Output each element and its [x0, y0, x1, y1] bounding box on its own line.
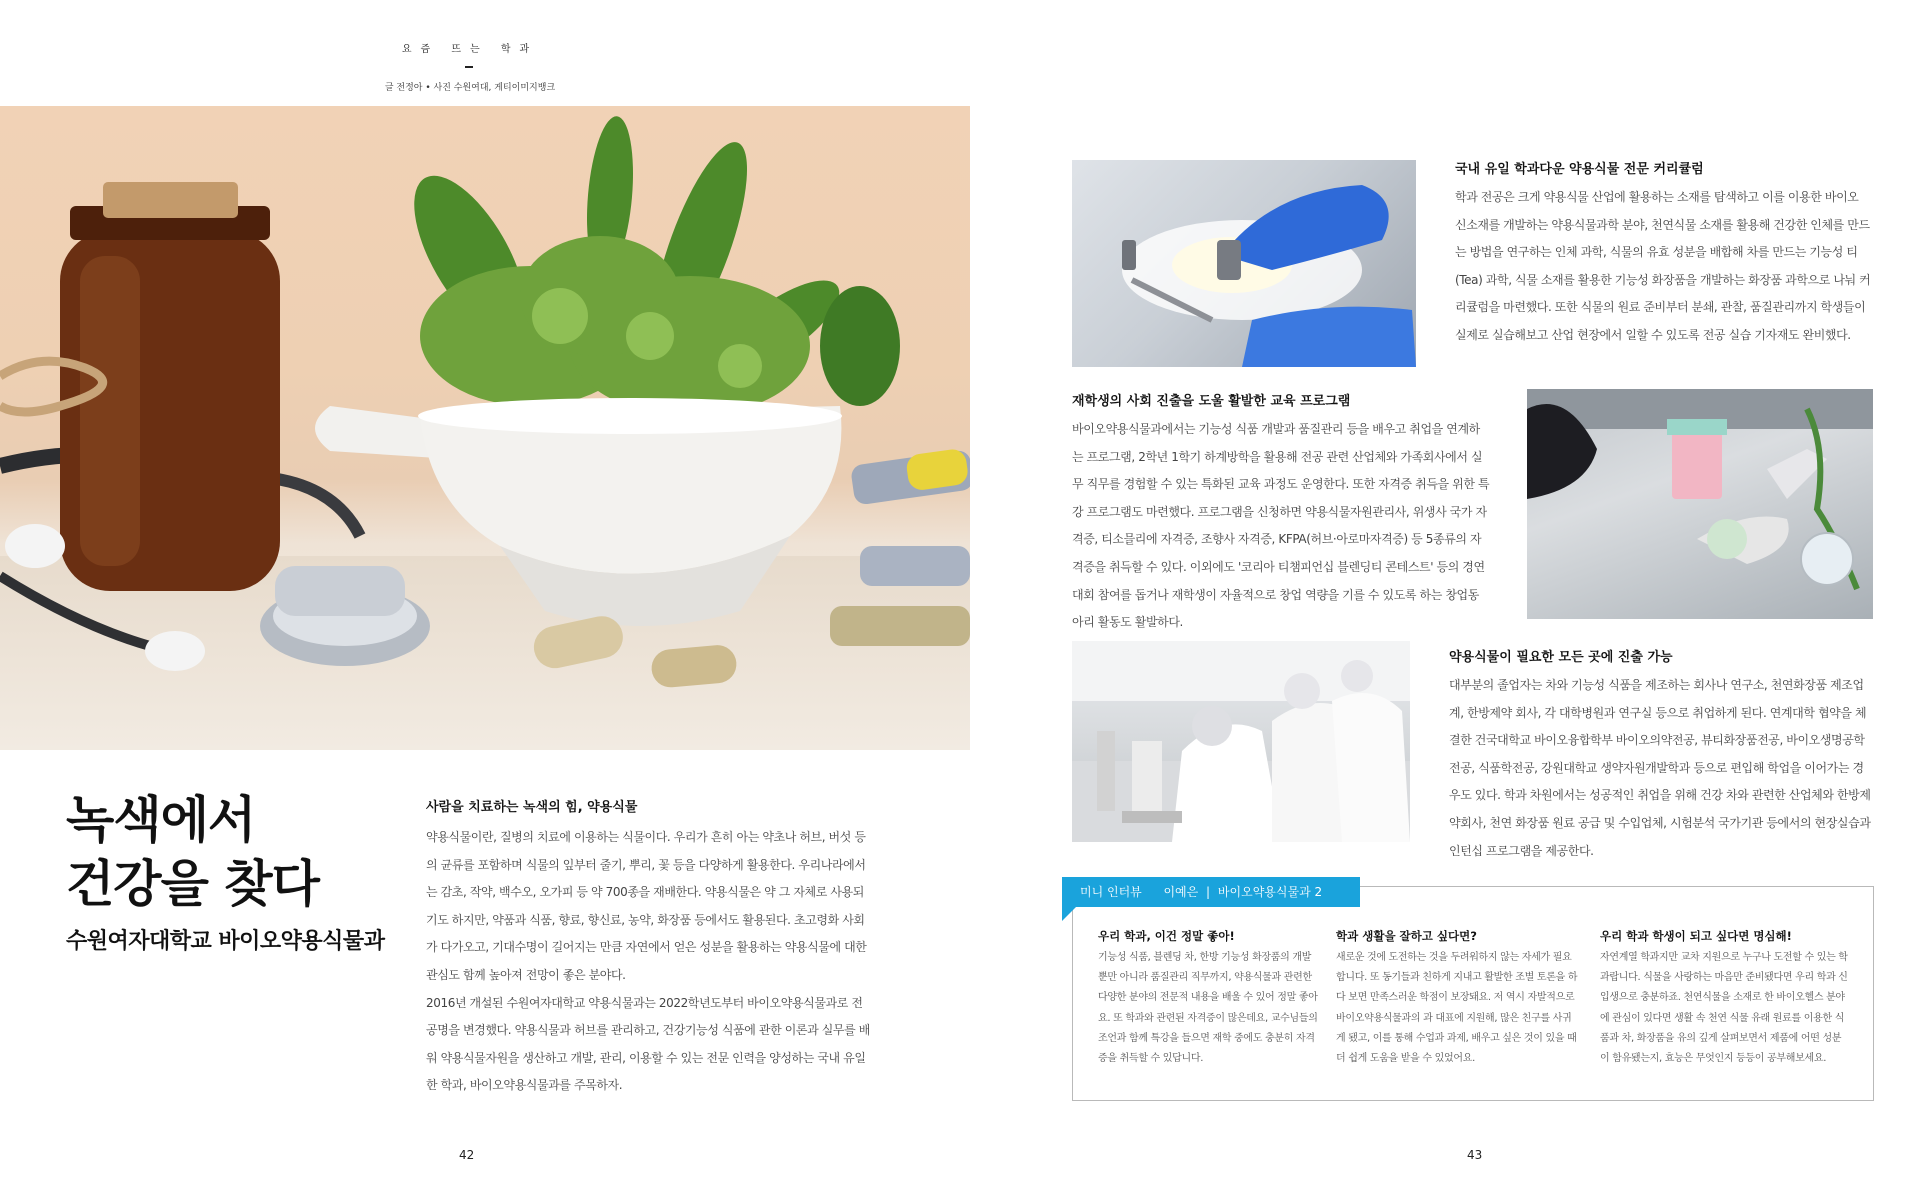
section-heading-curriculum: 국내 유일 학과다운 약용식물 전문 커리큘럼: [1455, 162, 1704, 177]
interviewee-name: 이예은: [1163, 885, 1199, 899]
intro-paragraph-1: 약용식물이란, 질병의 치료에 이용하는 식물이다. 우리가 흔히 아는 약초나 허브, 버섯 등의 균류를 포함하며 식물의 잎부터 줄기, 뿌리, 꽃 등을 다양하게 활용한다. 우리나라에서는 감초, 작약, 백수오, 오가피 등 약 700종을 재배한다. 약용식물은 약 그 자체로 사용되기도 하지만, 약품과 식품, 향료, 향신료, 농약, 화장품 등에서도 활용된다. 초고령화 사회가 다가오고, 기대수명이 길어지는 만큼 자연에서 얻은 성분을 활용하는 약용식물에 대한 관심도 함께 높아져 전망이 좋은 분야다.: [426, 830, 867, 982]
interview-q1-text: 기능성 식품, 블렌딩 차, 한방 기능성 화장품의 개발뿐만 아니라 품질관리 직무까지, 약용식물과 관련한 다양한 분야의 전문적 내용을 배울 수 있어 정말 좋아요. 또 학과와 관련된 자격증이 많은데요, 교수님들의 조언과 함께 특강을 들으면 재학 중에도 충분히 자격증을 취득할 수 있답니다.: [1098, 952, 1318, 1065]
mini-interview-tab-tail: [1062, 907, 1076, 921]
interview-q2-title: 학과 생활을 잘하고 싶다면?: [1336, 929, 1477, 943]
section-body-programs: 바이오약용식물과에서는 기능성 식품 개발과 품질관리 등을 배우고 취업을 연계하는 프로그램, 2학년 1학기 하계방학을 활용해 전공 관련 산업체와 가족회사에서 실무 직무를 경험할 수 있는 특화된 교육 과정도 운영한다. 또한 자격증 취득을 위한 특강 프로그램도 마련했다. 프로그램을 신청하면 약용식물자원관리사, 위생사 국가 자격증, 티소믈리에 자격증, 조향사 자격증, KFPA(허브·아로마자격증) 등 5종류의 자격증을 취득할 수 있다. 이외에도 '코리아 티챔피언십 블렌딩티 콘테스트' 등의 경연대회 참여를 돕거나 재학생이 자율적으로 창업 역량을 기를 수 있도록 하는 창업동아리 활동도 활발하다.: [1072, 422, 1490, 630]
intro-paragraph-2: 2016년 개설된 수원여자대학교 약용식물과는 2022학년도부터 바이오약용식물과로 전공명을 변경했다. 약용식물과 허브를 관리하고, 건강기능성 식품에 관한 이론과 실무를 배워 약용식물자원을 생산하고 개발, 관리, 이용할 수 있는 전문 인력을 양성하는 국내 유일한 학과, 바이오약용식물과를 주목하자.: [426, 995, 870, 1093]
section-body-career: 대부분의 졸업자는 차와 기능성 식품을 제조하는 회사나 연구소, 천연화장품 제조업계, 한방제약 회사, 각 대학병원과 연구실 등으로 취업하게 된다. 연계대학 협약을 체결한 건국대학교 바이오융합학부 바이오의약전공, 뷰티화장품전공, 바이오생명공학전공, 식품학전공, 강원대학교 생약자원개발학과 등으로 편입해 학업을 이어가는 경우도 있다. 학과 차원에서는 성공적인 취업을 위해 건강 차와 관련한 산업체와 한방제약회사, 천연 화장품 원료 공급 및 수입업체, 시험분석 국가기관 등에서의 현장실습과 인턴십 프로그램을 제공한다.: [1449, 678, 1871, 858]
photo-students-microscope: [1072, 641, 1410, 842]
mini-interview-tab: [1062, 877, 1360, 907]
headline-line-2: 건강을 찾다: [66, 855, 319, 913]
lab-photo-2-illustration: [1527, 389, 1873, 619]
interview-q3-title: 우리 학과 학생이 되고 싶다면 명심해!: [1600, 929, 1792, 943]
section-heading-career: 약용식물이 필요한 모든 곳에 진출 가능: [1449, 650, 1673, 665]
page-number-left: 42: [459, 1148, 475, 1162]
page-number-right: 43: [1467, 1148, 1483, 1162]
interview-q1-title: 우리 학과, 이건 정말 좋아!: [1098, 929, 1235, 943]
section-body-curriculum: 학과 전공은 크게 약용식물 산업에 활용하는 소재를 탐색하고 이를 이용한 바이오 신소재를 개발하는 약용식물과학 분야, 천연식물 소재를 활용해 건강한 인체를 만드는 방법을 연구하는 인체 과학, 식물의 유효 성분을 배합해 차를 만드는 기능성 티(Tea) 과학, 식물 소재를 활용한 기능성 화장품을 개발하는 화장품 과학으로 나눠 커리큘럼을 마련했다. 또한 식물의 원료 준비부터 분쇄, 관찰, 품질관리까지 학생들이 실제로 실습해보고 산업 현장에서 일할 수 있도록 전공 실습 기자재도 완비했다.: [1455, 190, 1871, 342]
hero-photo-herbs-mortar: [0, 106, 970, 750]
article-subtitle: 수원여자대학교 바이오약용식물과: [66, 929, 385, 954]
series-divider: [465, 66, 473, 68]
headline-line-1: 녹색에서: [66, 791, 256, 849]
article-headline: [66, 788, 319, 916]
interview-q3-text: 자연계열 학과지만 교차 지원으로 누구나 도전할 수 있는 학과랍니다. 식물을 사랑하는 마음만 준비됐다면 우리 학과 신입생으로 충분하죠. 천연식물을 소재로 한 바이오헬스 분야에 관심이 있다면 생활 속 천연 식물 유래 원료를 이용한 식품과 차, 화장품을 유의 깊게 살펴보면서 제품에 어떤 성분이 함유됐는지, 효능은 무엇인지 등등이 공부해보세요.: [1600, 952, 1848, 1065]
photo-lab-hood-pipette: [1527, 389, 1873, 619]
interview-q2-text: 새로운 것에 도전하는 것을 두려워하지 않는 자세가 필요합니다. 또 동기들과 친하게 지내고 활발한 조별 토론을 하다 보면 만족스러운 학점이 보장돼요. 저 역시 자발적으로 바이오약용식물과의 과 대표에 지원해, 많은 친구를 사귀게 됐고, 이를 통해 수업과 과제, 배우고 싶은 것이 있을 때 더 쉽게 도움을 받을 수 있었어요.: [1336, 952, 1578, 1065]
section-heading-programs: 재학생의 사회 진출을 도울 활발한 교육 프로그램: [1072, 394, 1351, 409]
lab-photo-1-illustration: [1072, 160, 1416, 367]
series-label: 요즘 뜨는 학과: [401, 44, 539, 55]
section-body-intro: [426, 824, 870, 1100]
lab-photo-3-illustration: [1072, 641, 1410, 842]
hero-illustration: [0, 106, 970, 750]
section-heading-intro: 사람을 치료하는 녹색의 힘, 약용식물: [426, 800, 638, 815]
photo-lab-gloved-hand: [1072, 160, 1416, 367]
mini-interview-label: 미니 인터뷰: [1080, 885, 1142, 899]
byline: 글 전정아 • 사진 수원여대, 게티이미지뱅크: [384, 83, 556, 93]
interviewee-dept: 바이오약용식물과 2: [1217, 885, 1323, 899]
separator: |: [1206, 885, 1211, 899]
